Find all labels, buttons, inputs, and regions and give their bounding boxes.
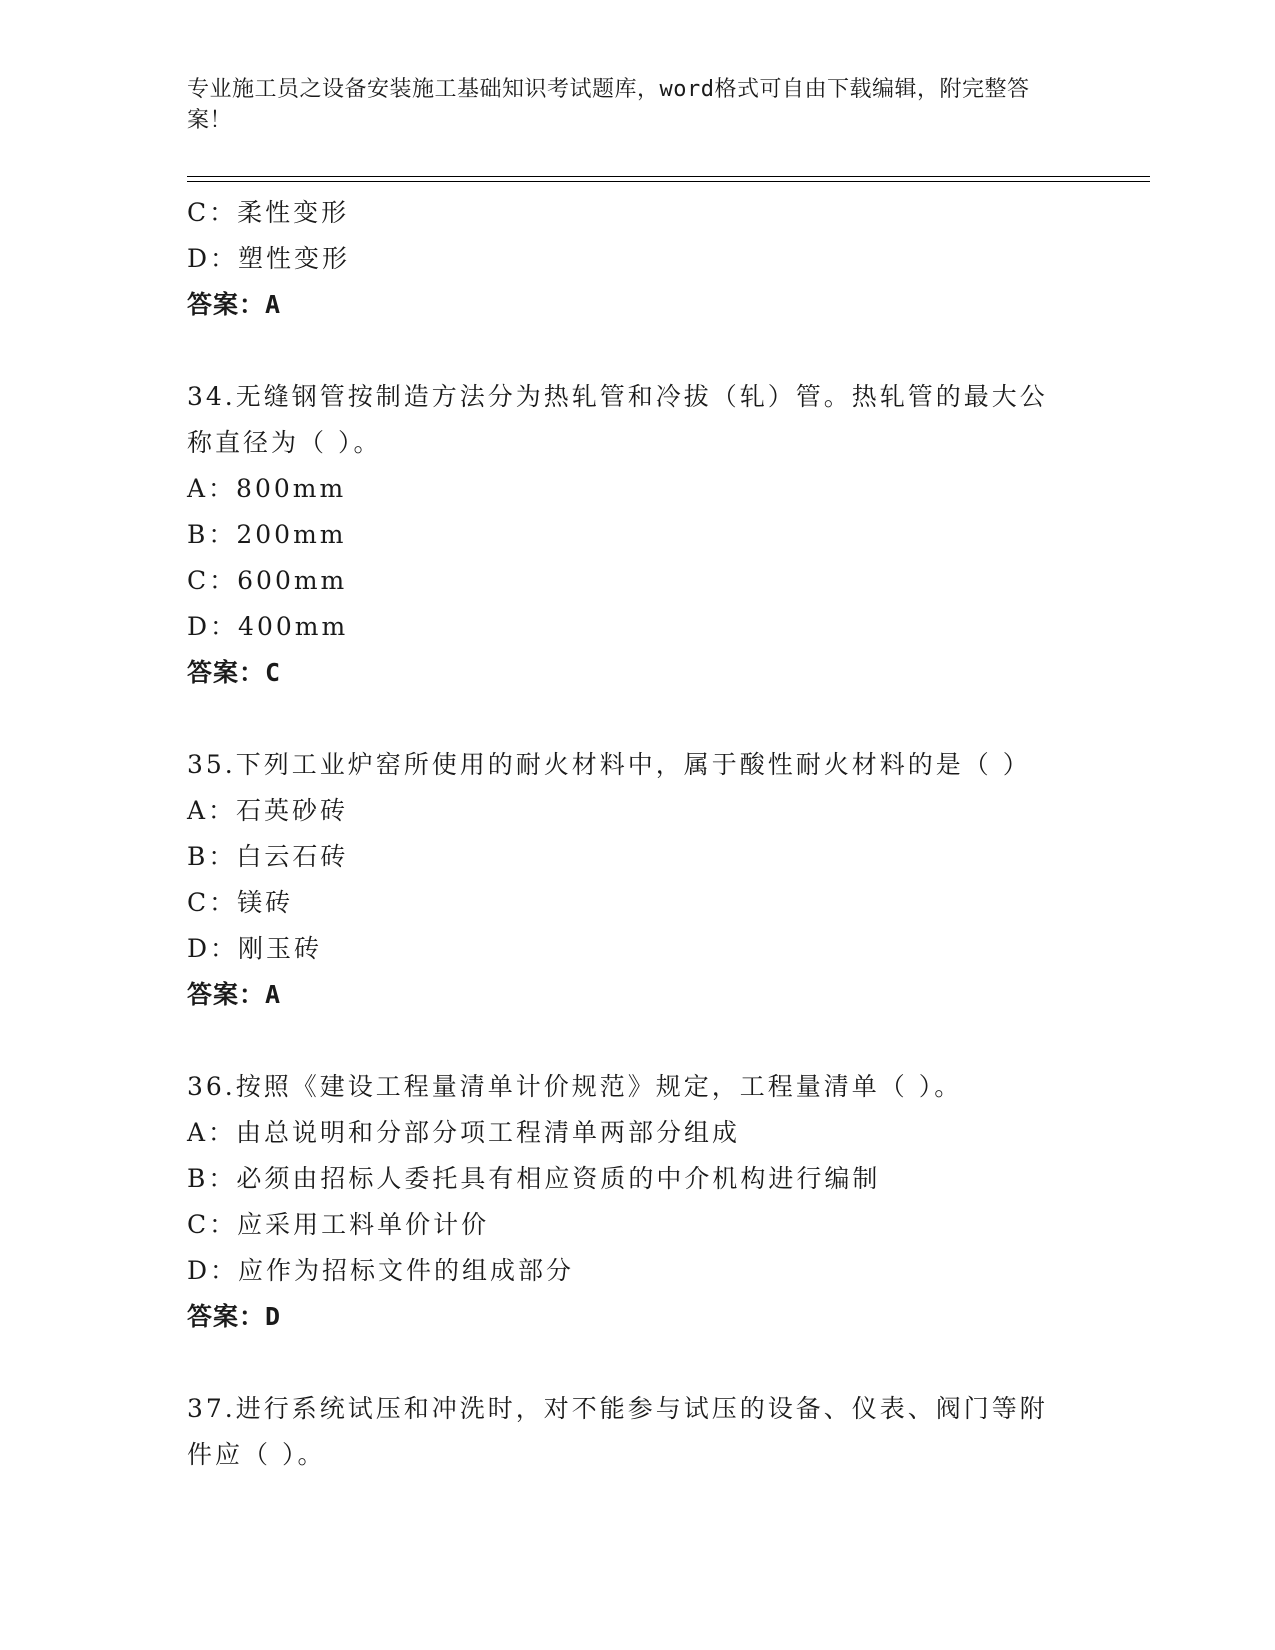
answer-line: 答案：A bbox=[187, 980, 282, 1009]
question-34 bbox=[187, 374, 1087, 696]
option-a: A：800mm bbox=[187, 474, 347, 503]
answer-line: 答案：A bbox=[187, 290, 282, 319]
option-c: C：600mm bbox=[187, 566, 348, 595]
option-c: C：应采用工料单价计价 bbox=[187, 1210, 490, 1239]
option-b: B：必须由招标人委托具有相应资质的中介机构进行编制 bbox=[187, 1164, 881, 1193]
option-c: C：镁砖 bbox=[187, 888, 294, 917]
document-header: 专业施工员之设备安装施工基础知识考试题库，word格式可自由下载编辑，附完整答案！ bbox=[187, 77, 1030, 133]
question-text: 35.下列工业炉窑所使用的耐火材料中，属于酸性耐火材料的是（ ） bbox=[187, 750, 1031, 779]
question-35 bbox=[187, 742, 1087, 1018]
question-text: 36.按照《建设工程量清单计价规范》规定，工程量清单（ ）。 bbox=[187, 1072, 963, 1101]
option-b: B：200mm bbox=[187, 520, 347, 549]
option-a: A：石英砂砖 bbox=[187, 796, 349, 825]
option-d: D：塑性变形 bbox=[187, 244, 351, 273]
question-36 bbox=[187, 1064, 1087, 1340]
question-37 bbox=[187, 1386, 1087, 1478]
header-rule-bottom bbox=[187, 181, 1150, 182]
option-b: B：白云石砖 bbox=[187, 842, 349, 871]
option-a: A：由总说明和分部分项工程清单两部分组成 bbox=[187, 1118, 741, 1147]
prev-question-tail bbox=[187, 190, 1087, 328]
question-text: 34.无缝钢管按制造方法分为热轧管和冷拔（轧）管。热轧管的最大公称直径为（ ）。 bbox=[187, 382, 1048, 457]
option-d: D：刚玉砖 bbox=[187, 934, 323, 963]
question-text: 37.进行系统试压和冲洗时，对不能参与试压的设备、仪表、阀门等附件应（ ）。 bbox=[187, 1394, 1048, 1469]
question-list bbox=[187, 190, 1087, 1478]
answer-line: 答案：C bbox=[187, 658, 282, 687]
option-d: D：400mm bbox=[187, 612, 349, 641]
header-rule-top bbox=[187, 176, 1150, 177]
answer-line: 答案：D bbox=[187, 1302, 282, 1331]
option-d: D：应作为招标文件的组成部分 bbox=[187, 1256, 575, 1285]
option-c: C：柔性变形 bbox=[187, 198, 350, 227]
